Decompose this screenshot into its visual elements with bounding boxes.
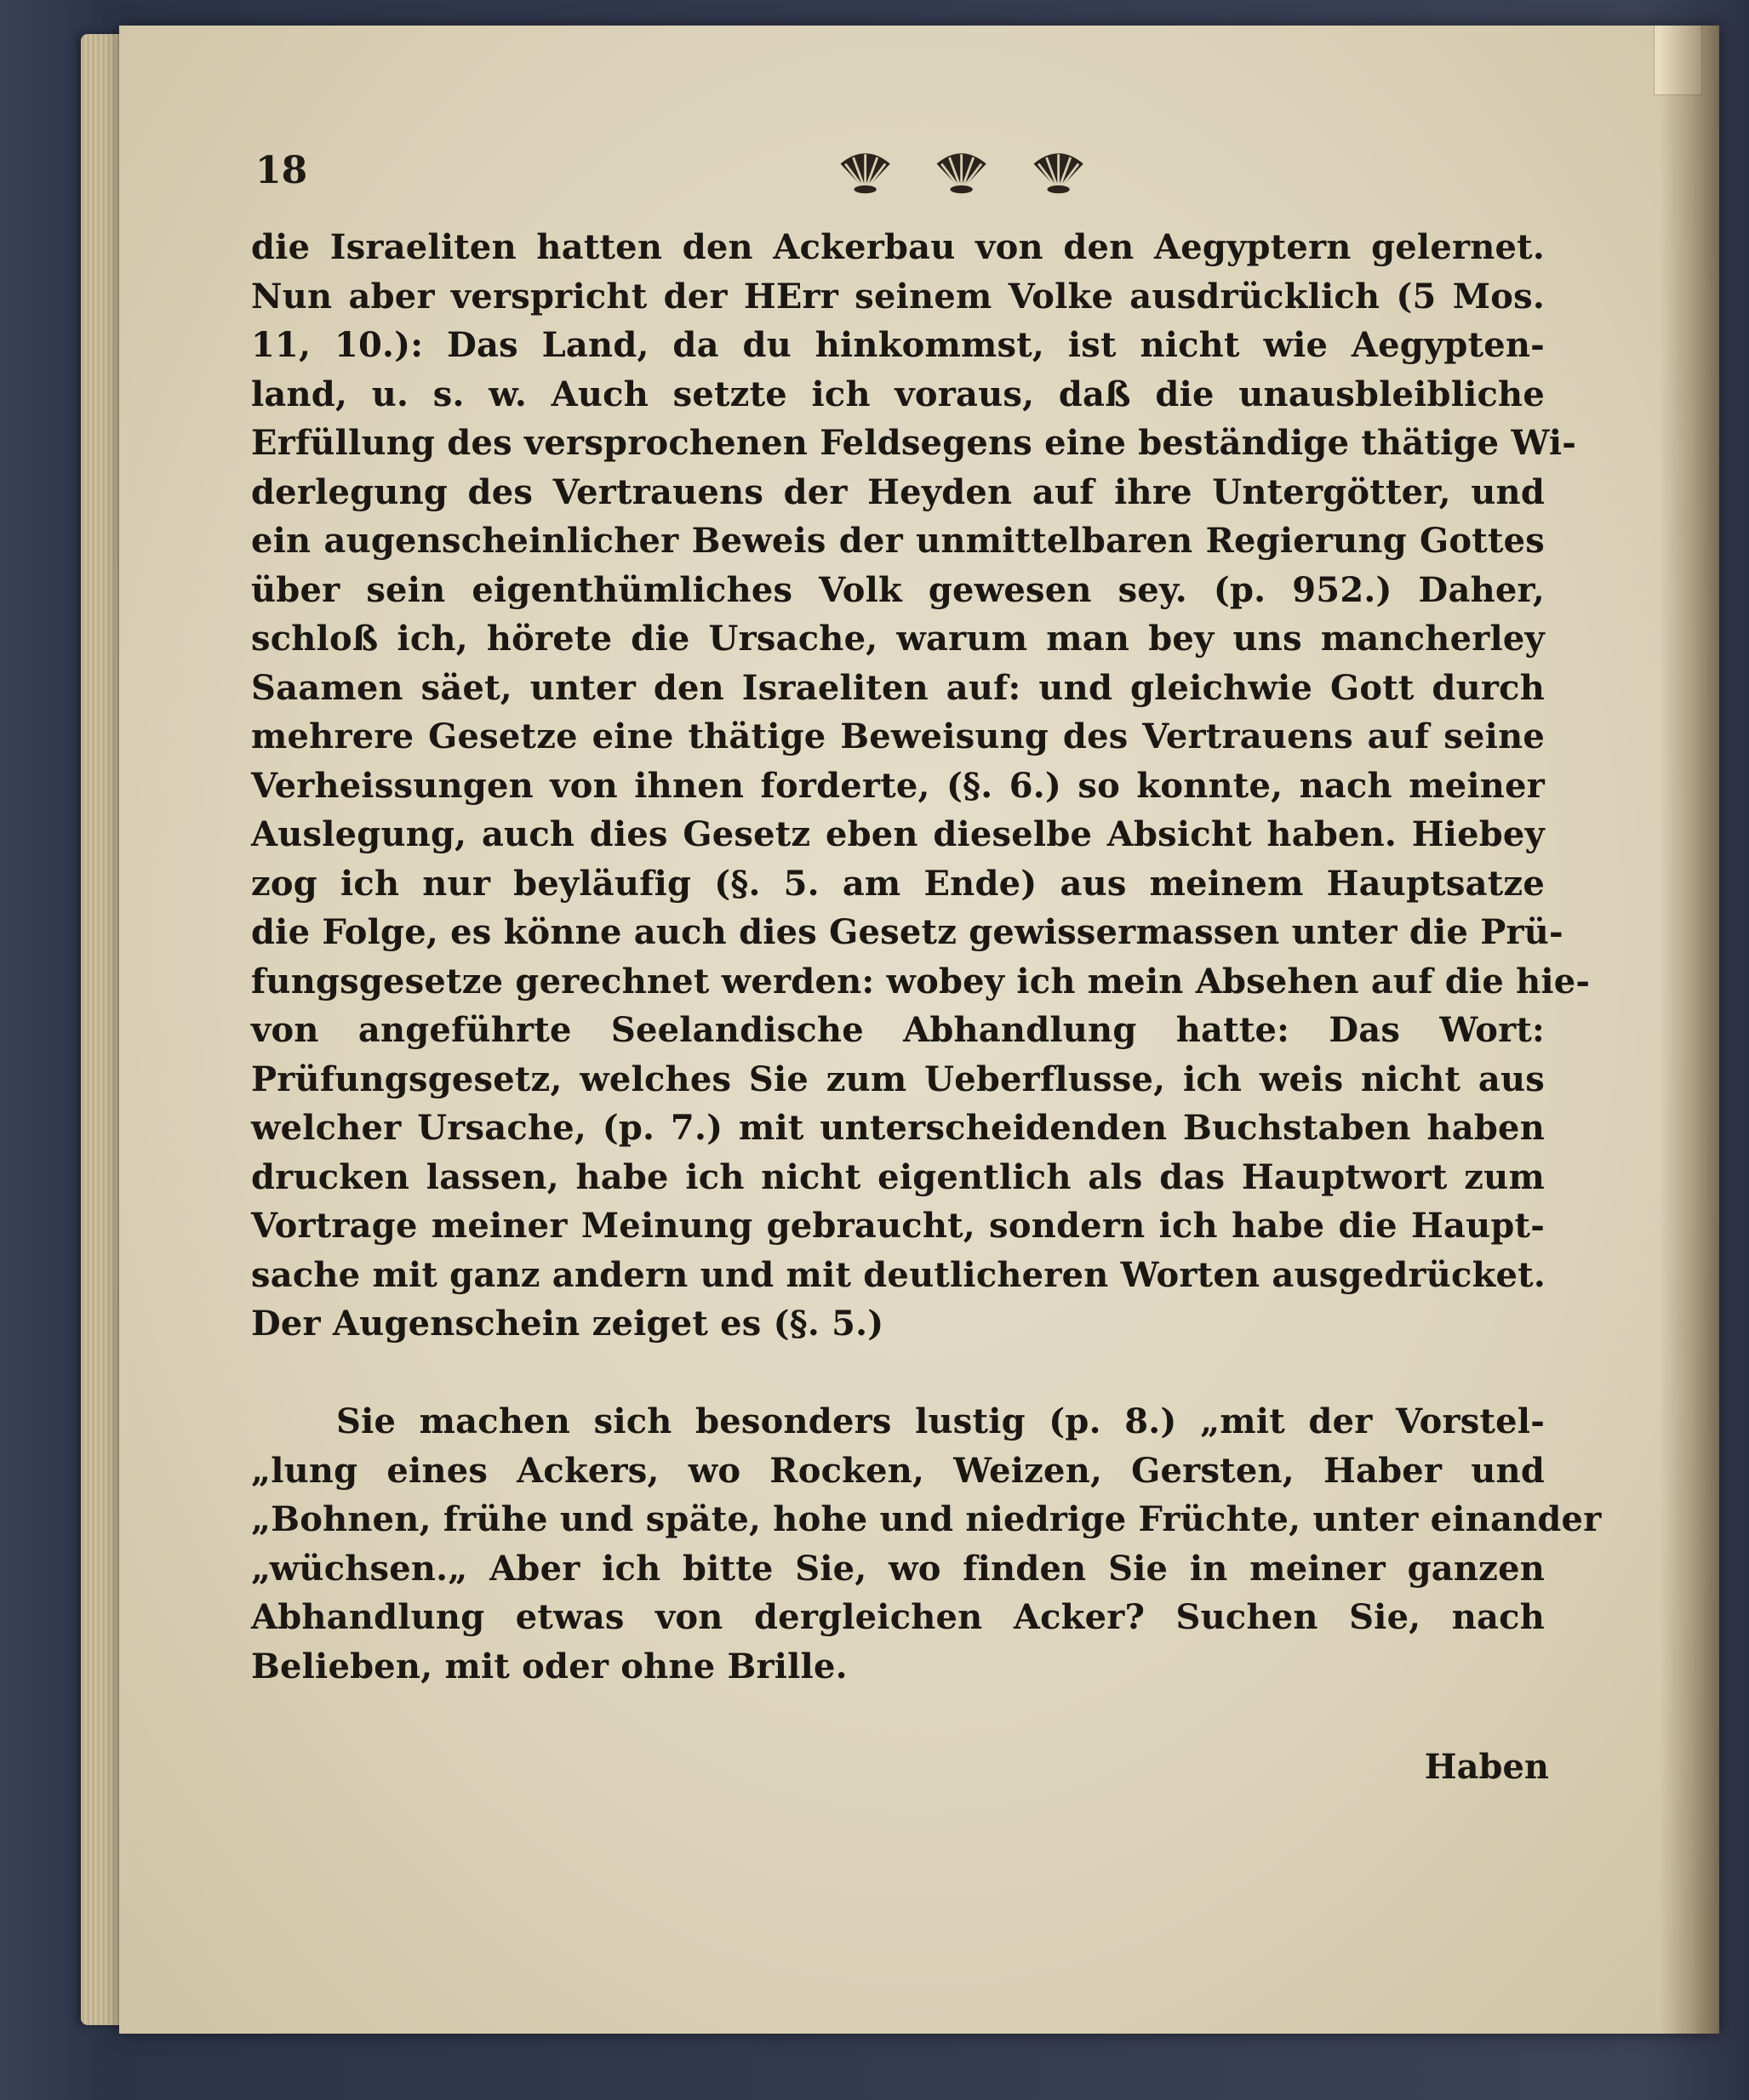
text-line: Erfüllung des versprochenen Feldsegens eine beständige thätige Wi-	[251, 423, 1577, 463]
header-ornaments	[834, 140, 1089, 200]
text-line: über sein eigenthümliches Volk gewesen sey. (p. 952.) Daher,	[251, 569, 1545, 610]
body-text	[251, 223, 1602, 1691]
text-line: Der Augenschein zeiget es (§. 5.)	[251, 1304, 884, 1344]
text-line: ein augenscheinlicher Beweis der unmittelbaren Regierung Gottes	[251, 521, 1545, 561]
text-line: sache mit ganz andern und mit deutlicheren Worten ausgedrücket.	[251, 1254, 1546, 1295]
text-line: „wüchsen.„ Aber ich bitte Sie, wo finden Sie in meiner ganzen	[251, 1548, 1545, 1589]
catchword: Haben	[1424, 1747, 1549, 1787]
shell-ornament-icon	[1027, 145, 1089, 196]
text-line: zog ich nur beyläufig (§. 5. am Ende) aus meinem Hauptsatze	[251, 863, 1545, 904]
text-line: drucken lassen, habe ich nicht eigentlich als das Hauptwort zum	[251, 1156, 1545, 1197]
shell-ornament-icon	[834, 145, 896, 196]
text-line: derlegung des Vertrauens der Heyden auf ihre Untergötter, und	[251, 471, 1545, 512]
text-line: von angeführte Seelandische Abhandlung hatte: Das Wort:	[251, 1010, 1545, 1050]
text-line: welcher Ursache, (p. 7.) mit unterscheidenden Buchstaben haben	[251, 1108, 1545, 1148]
text-line: Auslegung, auch dies Gesetz eben dieselbe Absicht haben. Hiebey	[251, 814, 1545, 854]
text-line: die Folge, es könne auch dies Gesetz gewissermassen unter die Prü-	[251, 912, 1563, 952]
text-line: mehrere Gesetze eine thätige Beweisung des Vertrauens auf seine	[251, 716, 1545, 756]
text-line: Sie machen sich besonders lustig (p. 8.) „mit der Vorstel-	[336, 1401, 1545, 1441]
shell-ornament-icon	[930, 145, 992, 196]
text-line: Vortrage meiner Meinung gebraucht, sondern ich habe die Haupt-	[251, 1206, 1545, 1246]
text-line: die Israeliten hatten den Ackerbau von den Aegyptern gelernet.	[251, 227, 1545, 267]
text-line: „Bohnen, frühe und späte, hohe und niedrige Früchte, unter einander	[251, 1499, 1602, 1539]
binding-gutter	[1660, 26, 1719, 2034]
text-line: Verheissungen von ihnen forderte, (§. 6.) so konnte, nach meiner	[251, 765, 1545, 806]
text-line: Abhandlung etwas von dergleichen Acker? Suchen Sie, nach	[251, 1597, 1545, 1637]
text-line: Prüfungsgesetz, welches Sie zum Ueberflusse, ich weis nicht aus	[251, 1059, 1545, 1099]
text-line: „lung eines Ackers, wo Rocken, Weizen, Gersten, Haber und	[251, 1450, 1545, 1491]
text-line: Saamen säet, unter den Israeliten auf: und gleichwie Gott durch	[251, 667, 1545, 708]
text-line: fungsgesetze gerechnet werden: wobey ich mein Absehen auf die hie-	[251, 961, 1591, 1001]
text-line: 11, 10.): Das Land, da du hinkommst, ist nicht wie Aegypten-	[251, 325, 1545, 365]
text-line: Belieben, mit oder ohne Brille.	[251, 1646, 848, 1686]
page-header	[255, 140, 1549, 200]
page-number: 18	[255, 149, 308, 192]
text-line: land, u. s. w. Auch setzte ich voraus, daß die unausbleibliche	[251, 374, 1545, 414]
text-line: Nun aber verspricht der HErr seinem Volke ausdrücklich (5 Mos.	[251, 276, 1545, 317]
text-line: schloß ich, hörete die Ursache, warum man bey uns mancherley	[251, 619, 1545, 659]
paragraph-break	[251, 1349, 1545, 1398]
